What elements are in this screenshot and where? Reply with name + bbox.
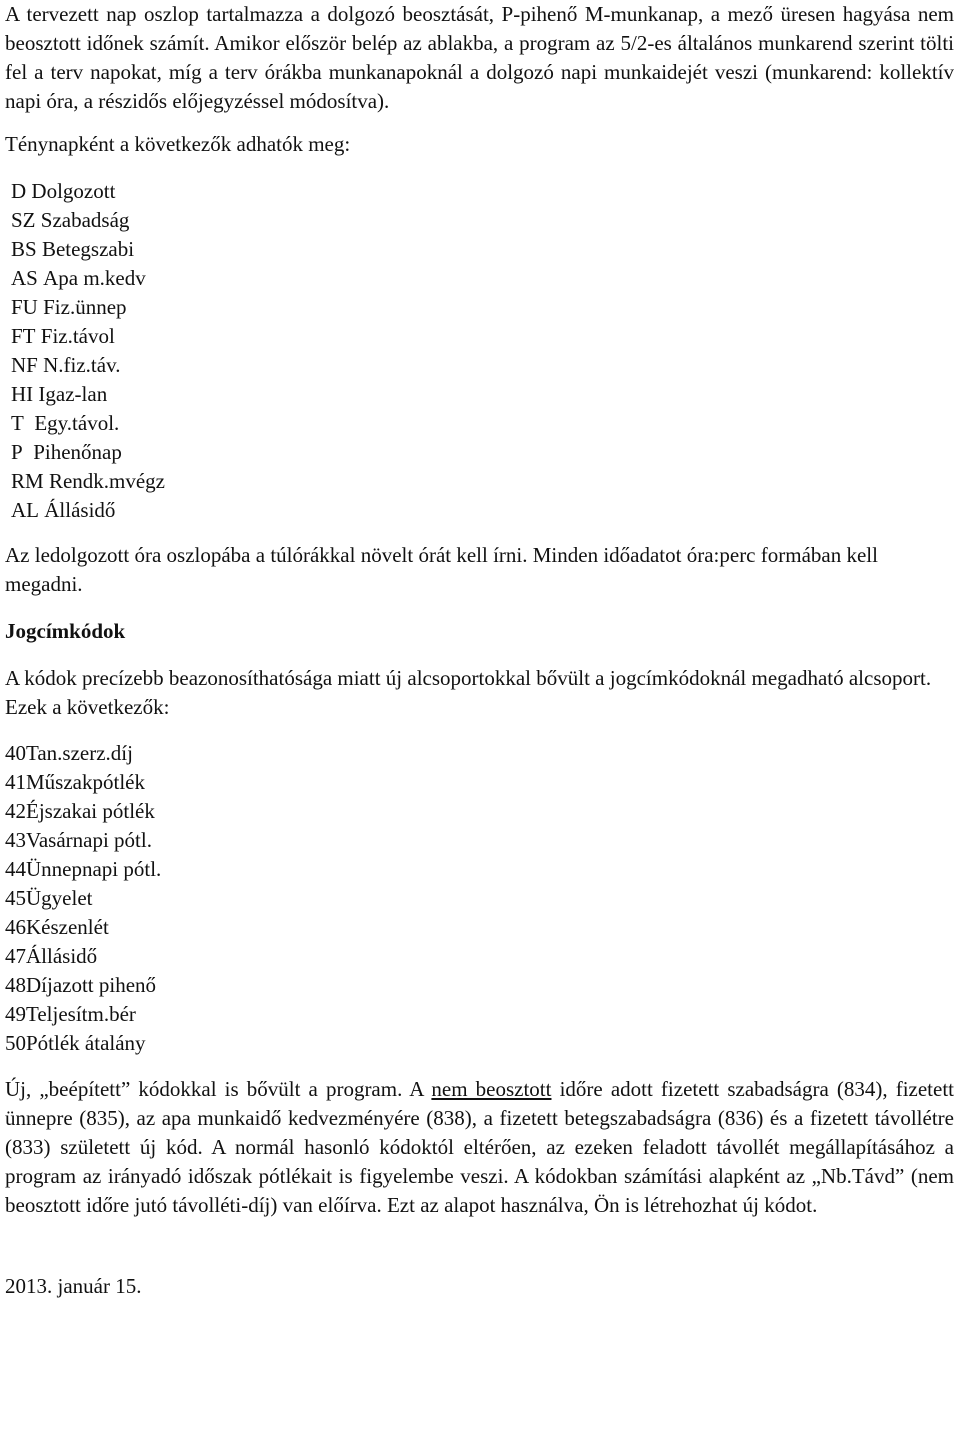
- title-code-item: 47Állásidő: [5, 944, 98, 968]
- day-code-item: [11, 235, 954, 264]
- hours-note-paragraph: Az ledolgozott óra oszlopába a túlórákkal növelt órát kell írni. Minden időadatot óra:perc formában kell megadni.: [5, 543, 878, 596]
- day-code-label: Szabadság: [40, 208, 130, 232]
- day-code-item: [11, 264, 954, 293]
- intro-paragraph: A tervezett nap oszlop tartalmazza a dolgozó beosztását, P-pihenő M-munkanap, a mező üresen hagyása nem beosztott időnek számít. Amikor először belép az ablakba, a program az 5/2-es általános munkarend szerint tölti fel a terv napokat, míg a terv órákba munkanapoknál a dolgozó napi munkaidejét veszi (munkarend: kollektív napi óra, a részidős előjegyzéssel módosítva).: [5, 2, 954, 113]
- day-code-item: [11, 438, 954, 467]
- day-code: T: [11, 411, 24, 435]
- section-heading: Jogcímkódok: [5, 619, 126, 643]
- day-code-label: Dolgozott: [31, 179, 116, 203]
- day-code-label: N.fiz.táv.: [43, 353, 121, 377]
- day-code: NF: [11, 353, 38, 377]
- underlined-phrase: nem beosztott: [431, 1077, 552, 1101]
- day-code-item: [11, 206, 954, 235]
- title-code-item: 46Készenlét: [5, 915, 109, 939]
- day-code-item: [11, 380, 954, 409]
- day-code: RM: [11, 469, 44, 493]
- title-code-item: 44Ünnepnapi pótl.: [5, 857, 162, 881]
- day-code: SZ: [11, 208, 36, 232]
- title-code-item: 42Éjszakai pótlék: [5, 799, 155, 823]
- day-code: FT: [11, 324, 36, 348]
- day-code-list: [5, 177, 954, 525]
- title-code-item: 49Teljesítm.bér: [5, 1002, 136, 1026]
- builtin-codes-paragraph: [5, 1075, 954, 1220]
- section-intro-paragraph: A kódok precízebb beazonosíthatósága miatt új alcsoportokkal bővült a jogcímkódoknál megadható alcsoport. Ezek a következők:: [5, 666, 932, 719]
- builtin-text-rest: időre adott fizetett szabadságra (834), fizetett ünnepre (835), az apa munkaidő kedvezményére (838), a fizetett betegszabadságra (836) és a fizetett távollétre (833) született új kód. A normál hasonló kódoktól eltérően, az ezeken feladott távollét megállapításához a program az irányadó időszak pótlékait is figyelembe veszi. A kódokban számítási alapként az „Nb.Távd” (nem beosztott időre jutó távolléti-díj) van előírva. Ezt az alapot használva, Ön is létrehozhat új kódot.: [5, 1077, 954, 1217]
- day-code-item: [11, 322, 954, 351]
- title-code-item: 45Ügyelet: [5, 886, 93, 910]
- title-code-item: 40Tan.szerz.díj: [5, 741, 133, 765]
- day-code: HI: [11, 382, 34, 406]
- day-code-item: [11, 496, 954, 525]
- document-date: 2013. január 15.: [5, 1274, 142, 1298]
- builtin-text-start: Új, „beépített” kódokkal is bővült a program. A: [5, 1077, 432, 1101]
- title-code-item: 43Vasárnapi pótl.: [5, 828, 152, 852]
- day-code-item: [11, 177, 954, 206]
- facts-intro-text: Ténynapként a következők adhatók meg:: [5, 132, 351, 156]
- title-code-item: 41Műszakpótlék: [5, 770, 145, 794]
- day-code-label: Egy.távol.: [34, 411, 120, 435]
- day-code-item: [11, 467, 954, 496]
- day-code-label: Fiz.ünnep: [43, 295, 127, 319]
- day-code: P: [11, 440, 23, 464]
- day-code: AL: [11, 498, 39, 522]
- day-code-item: [11, 293, 954, 322]
- day-code: D: [11, 179, 27, 203]
- day-code-item: [11, 409, 954, 438]
- day-code-label: Apa m.kedv: [43, 266, 146, 290]
- title-code-item: 50Pótlék átalány: [5, 1031, 146, 1055]
- day-code: BS: [11, 237, 37, 261]
- day-code: AS: [11, 266, 38, 290]
- title-code-item: 48Díjazott pihenő: [5, 973, 157, 997]
- day-code-label: Rendk.mvégz: [48, 469, 165, 493]
- day-code-label: Igaz-lan: [38, 382, 108, 406]
- day-code: FU: [11, 295, 38, 319]
- day-code-label: Betegszabi: [41, 237, 135, 261]
- day-code-label: Fiz.távol: [40, 324, 115, 348]
- day-code-item: [11, 351, 954, 380]
- day-code-label: Állásidő: [44, 498, 116, 522]
- title-code-list: [5, 739, 954, 1058]
- day-code-label: Pihenőnap: [33, 440, 122, 464]
